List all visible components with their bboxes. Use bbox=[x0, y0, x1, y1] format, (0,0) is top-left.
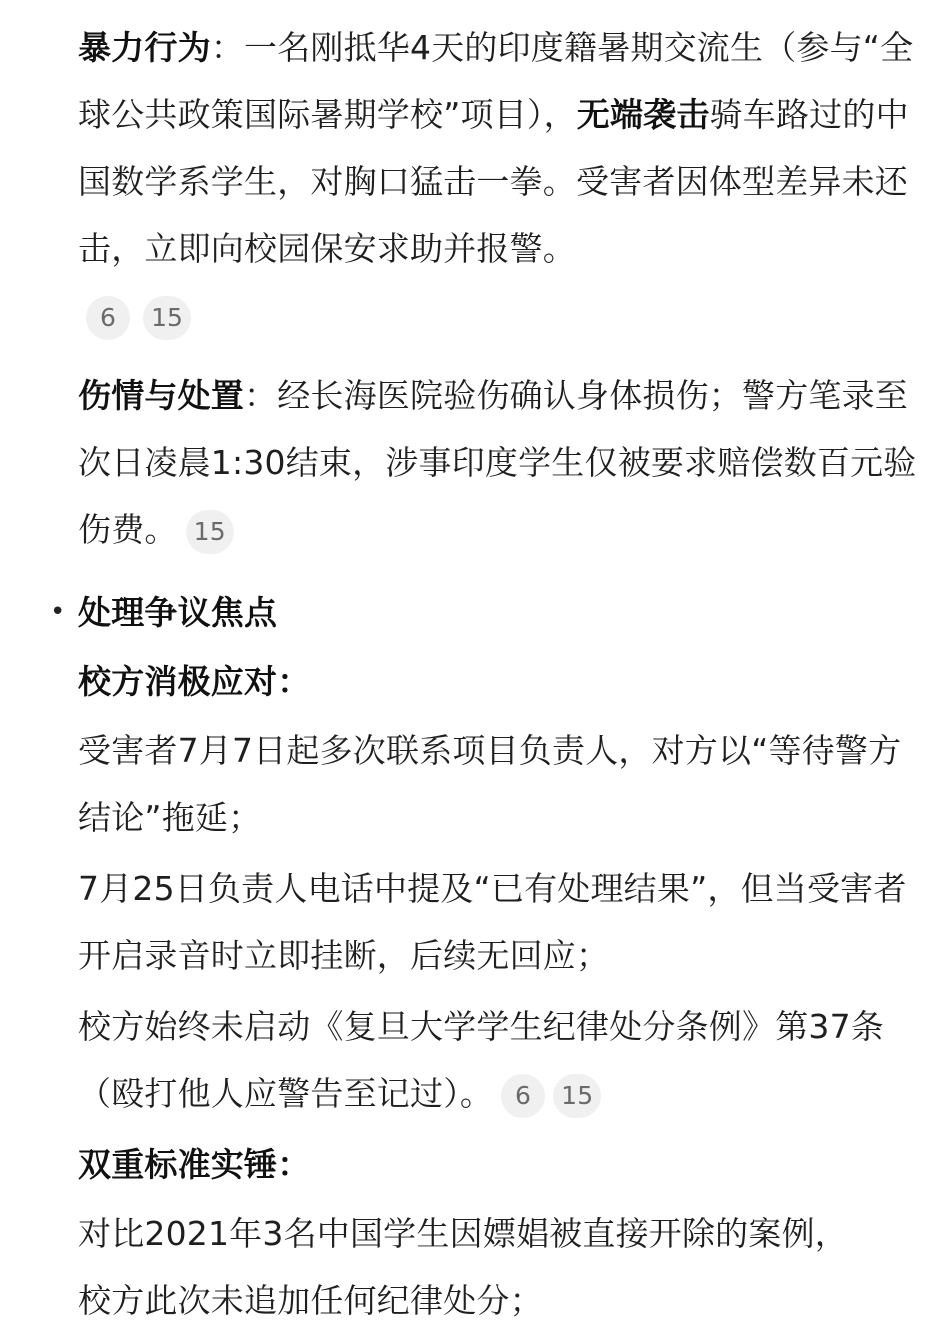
double-standard-item-1: 对比2021年3名中国学生因嫖娼被直接开除的案例， bbox=[78, 1214, 848, 1253]
injury-paragraph bbox=[78, 362, 918, 563]
injury-colon: ： bbox=[244, 376, 278, 415]
passive-item-3-text: 校方始终未启动《复旦大学学生纪律处分条例》第37条（殴打他人应警告至记过）。 bbox=[78, 1007, 884, 1113]
dispute-list-item bbox=[0, 579, 946, 1334]
violence-paragraph bbox=[78, 14, 918, 282]
violence-citations bbox=[78, 284, 946, 350]
passive-item-2: 7月25日负责人电话中提及“已有处理结果”，但当受害者开启录音时立即挂断，后续无回应； bbox=[78, 869, 907, 975]
citation-badge[interactable]: 6 bbox=[501, 1074, 545, 1118]
citation-badge[interactable]: 15 bbox=[553, 1074, 601, 1118]
dispute-title: 处理争议焦点 bbox=[78, 593, 278, 632]
injury-text: 经长海医院验伤确认身体损伤；警方笔录至次日凌晨1:30结束，涉事印度学生仅被要求赔偿数百元验伤费。 bbox=[78, 376, 917, 549]
double-standard-label: 双重标准实锤： bbox=[78, 1145, 311, 1184]
violence-colon: ： bbox=[210, 28, 245, 67]
citation-badge[interactable]: 15 bbox=[186, 510, 234, 554]
violence-bold-phrase: 无端袭击 bbox=[576, 95, 710, 134]
bullet-icon: • bbox=[50, 597, 66, 627]
double-standard-item-2: 校方此次未追加任何纪律处分； bbox=[78, 1281, 543, 1320]
passive-label: 校方消极应对： bbox=[78, 662, 311, 701]
citation-badge[interactable]: 15 bbox=[143, 296, 191, 340]
violence-label: 暴力行为 bbox=[78, 28, 211, 67]
injury-label: 伤情与处置 bbox=[78, 376, 244, 415]
violence-text-2: 骑车路过的中国数学系学生，对胸口猛击一拳。受害者因体型差异未还击，立即向校园保安求助并报警。 bbox=[78, 95, 909, 268]
passive-item-1: 受害者7月7日起多次联系项目负责人，对方以“等待警方结论”拖延； bbox=[78, 731, 902, 837]
violence-text-1: 一名刚抵华4天的印度籍暑期交流生（参与“全球公共政策国际暑期学校”项目）， bbox=[78, 28, 914, 134]
passive-item-3 bbox=[78, 993, 918, 1127]
citation-badge[interactable]: 6 bbox=[86, 296, 130, 340]
